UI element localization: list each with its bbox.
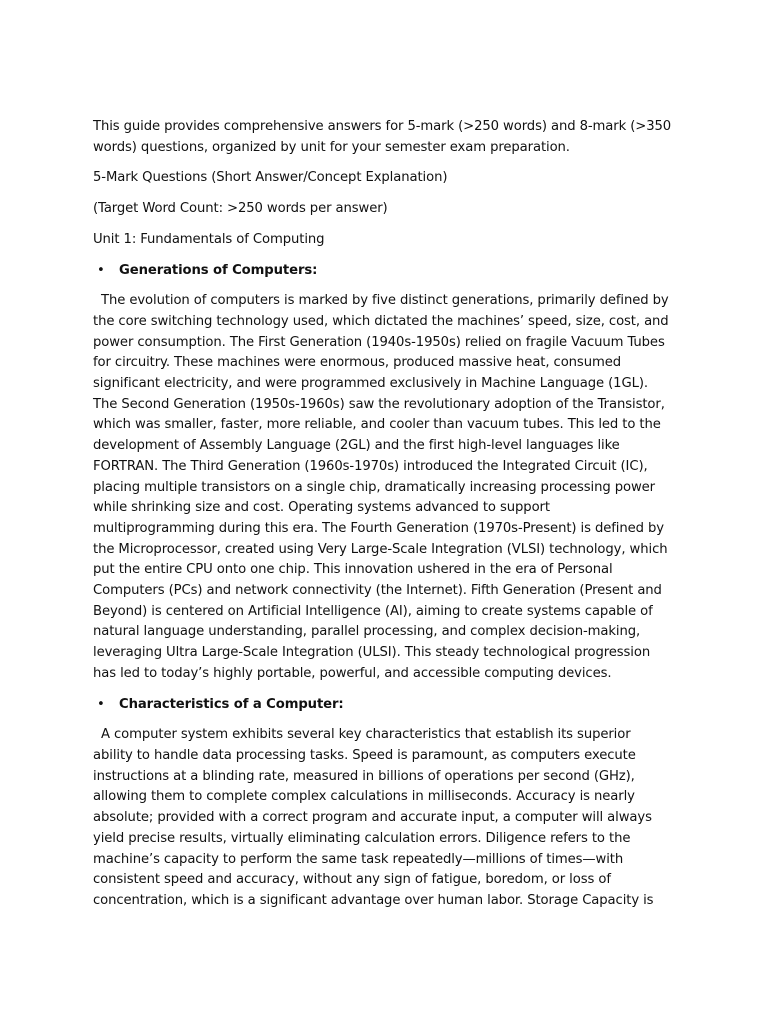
target-word-count-note: (Target Word Count: >250 words per answer) bbox=[93, 201, 388, 217]
topic-heading-text: Generations of Computers: bbox=[119, 262, 318, 278]
bullet-icon: • bbox=[97, 262, 105, 278]
topic-heading-generations bbox=[93, 261, 673, 282]
topic-body-characteristics: A computer system exhibits several key characteristics that establish its superior ability to handle data processing tasks. Speed is paramount, as computers execute instructions at a blinding rate, measured in billions of operations per second (GHz), allowing them to complete complex calculations in milliseconds. Accuracy is nearly absolute; provided with a correct program and accurate input, a computer will always yield precise results, virtually eliminating calculation errors. Diligence refers to the machine’s capacity to perform the same task repeatedly—millions of times—with consistent speed and accuracy, without any sign of fatigue, boredom, or loss of concentration, which is a significant advantage over human labor. Storage Capacity is bbox=[93, 727, 654, 908]
unit-title: Unit 1: Fundamentals of Computing bbox=[93, 231, 325, 247]
section-title: 5-Mark Questions (Short Answer/Concept Explanation) bbox=[93, 170, 448, 186]
topic-heading-characteristics bbox=[93, 695, 673, 716]
intro-paragraph: This guide provides comprehensive answers for 5-mark (>250 words) and 8-mark (>350 words) questions, organized by unit for your semester exam preparation. bbox=[93, 119, 672, 155]
document-page bbox=[93, 117, 673, 922]
topic-heading-text: Characteristics of a Computer: bbox=[119, 696, 344, 712]
bullet-icon: • bbox=[97, 696, 105, 712]
topic-body-generations: The evolution of computers is marked by five distinct generations, primarily defined by the core switching technology used, which dictated the machines’ speed, size, cost, and power consumption. The First Generation (1940s-1950s) relied on fragile Vacuum Tubes for circuitry. These machines were enormous, produced massive heat, consumed significant electricity, and were programmed exclusively in Machine Language (1GL). The Second Generation (1950s-1960s) saw the revolutionary adoption of the Transistor, which was smaller, faster, more reliable, and cooler than vacuum tubes. This led to the development of Assembly Language (2GL) and the first high-level languages like FORTRAN. The Third Generation (1960s-1970s) introduced the Integrated Circuit (IC), placing multiple transistors on a single chip, dramatically increasing processing power while shrinking size and cost. Operating systems advanced to support multiprogramming during this era. The Fourth Generation (1970s-Present) is defined by the Microprocessor, created using Very Large-Scale Integration (VLSI) technology, which put the entire CPU onto one chip. This innovation ushered in the era of Personal Computers (PCs) and network connectivity (the Internet). Fifth Generation (Present and Beyond) is centered on Artificial Intelligence (AI), aiming to create systems capable of natural language understanding, parallel processing, and complex decision-making, leveraging Ultra Large-Scale Integration (ULSI). This steady technological progression has led to today’s highly portable, powerful, and accessible computing devices. bbox=[93, 293, 669, 681]
